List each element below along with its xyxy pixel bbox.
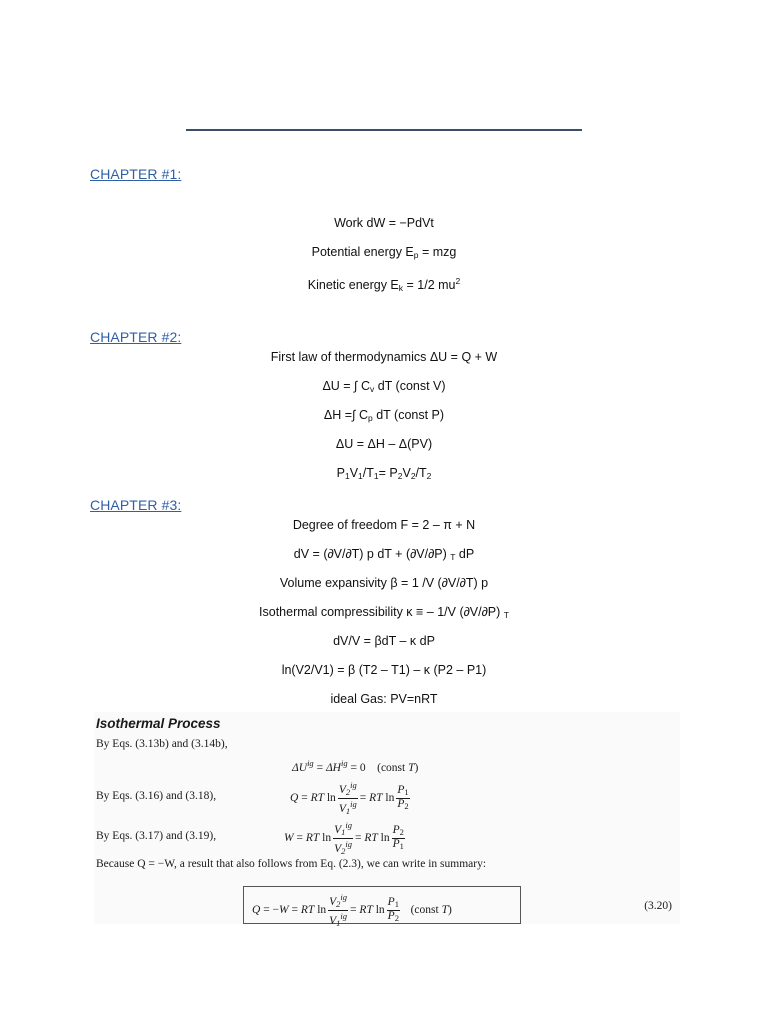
dv-over-v-equation: dV/V = βdT – κ dP — [333, 634, 435, 648]
chapter-1-heading: CHAPTER #1: — [90, 166, 182, 182]
ideal-gas-equation: ideal Gas: PV=nRT — [330, 692, 438, 706]
excerpt-q-equation: Q = RT ln $\frac{V_2^{ig}}{V_1^{ig}}$ = RT ln $\frac{P_1}{P_2}$ — [290, 780, 409, 816]
combined-gas-law-equation: $P_1V_1/T_1= P_2V_2/T_2$ — [336, 466, 432, 481]
excerpt-w-label: By Eqs. (3.17) and (3.19), — [96, 830, 217, 842]
work-equation: Work dW = −PdVt — [334, 216, 434, 230]
du-dh-equation: ΔU = ΔH – Δ(PV) — [335, 437, 433, 451]
kinetic-energy-equation: Kinetic energy $E_k = 1/2$ $mu^2$ — [307, 276, 461, 293]
isothermal-process-excerpt — [94, 712, 680, 928]
chapter-2-heading: CHAPTER #2: — [90, 329, 182, 345]
enthalpy-equation: ΔH =∫ $C_p$ dT (const P) — [323, 408, 445, 423]
equation-number: (3.20) — [644, 900, 672, 912]
top-divider-line — [186, 129, 582, 131]
excerpt-energy-equation: $\Delta U^{ig} = \Delta H^{ig} = 0$ (const T) — [292, 758, 419, 774]
ln-volume-equation: ln(V2/V1) = β (T2 – T1) – κ (P2 – P1) — [281, 663, 487, 677]
first-law-equation: First law of thermodynamics ΔU = Q + W — [270, 350, 498, 364]
chapter-3-heading: CHAPTER #3: — [90, 497, 182, 513]
boxed-summary-equation: Q = −W = RT ln $\frac{V_2^{ig}}{V_1^{ig}}$ = RT ln $\frac{P_1}{P_2}$ (const T) — [243, 886, 521, 924]
excerpt-w-equation: W = RT ln $\frac{V_1^{ig}}{V_2^{ig}}$ = RT ln $\frac{P_2}{P_1}$ — [284, 820, 404, 856]
excerpt-line-1: By Eqs. (3.13b) and (3.14b), — [96, 738, 228, 750]
internal-energy-equation: ΔU = ∫ $C_v$ dT (const V) — [322, 379, 446, 394]
isothermal-compressibility-equation: Isothermal compressibility κ ≡ – 1/V (∂V/∂P) $_T$ — [259, 605, 509, 620]
excerpt-title: Isothermal Process — [96, 716, 221, 731]
degree-of-freedom-equation: Degree of freedom F = 2 – π + N — [292, 518, 476, 532]
excerpt-q-label: By Eqs. (3.16) and (3.18), — [96, 790, 217, 802]
volume-expansivity-equation: Volume expansivity β = 1 /V (∂V/∂T) p — [279, 576, 489, 590]
dv-equation: dV = (∂V/∂T) p dT + (∂V/∂P) $_T$ dP — [293, 547, 475, 562]
excerpt-summary-line: Because Q = −W, a result that also follows from Eq. (2.3), we can write in summary: — [96, 858, 487, 870]
potential-energy-equation: Potential energy $E_p$ = mzg — [311, 245, 457, 260]
